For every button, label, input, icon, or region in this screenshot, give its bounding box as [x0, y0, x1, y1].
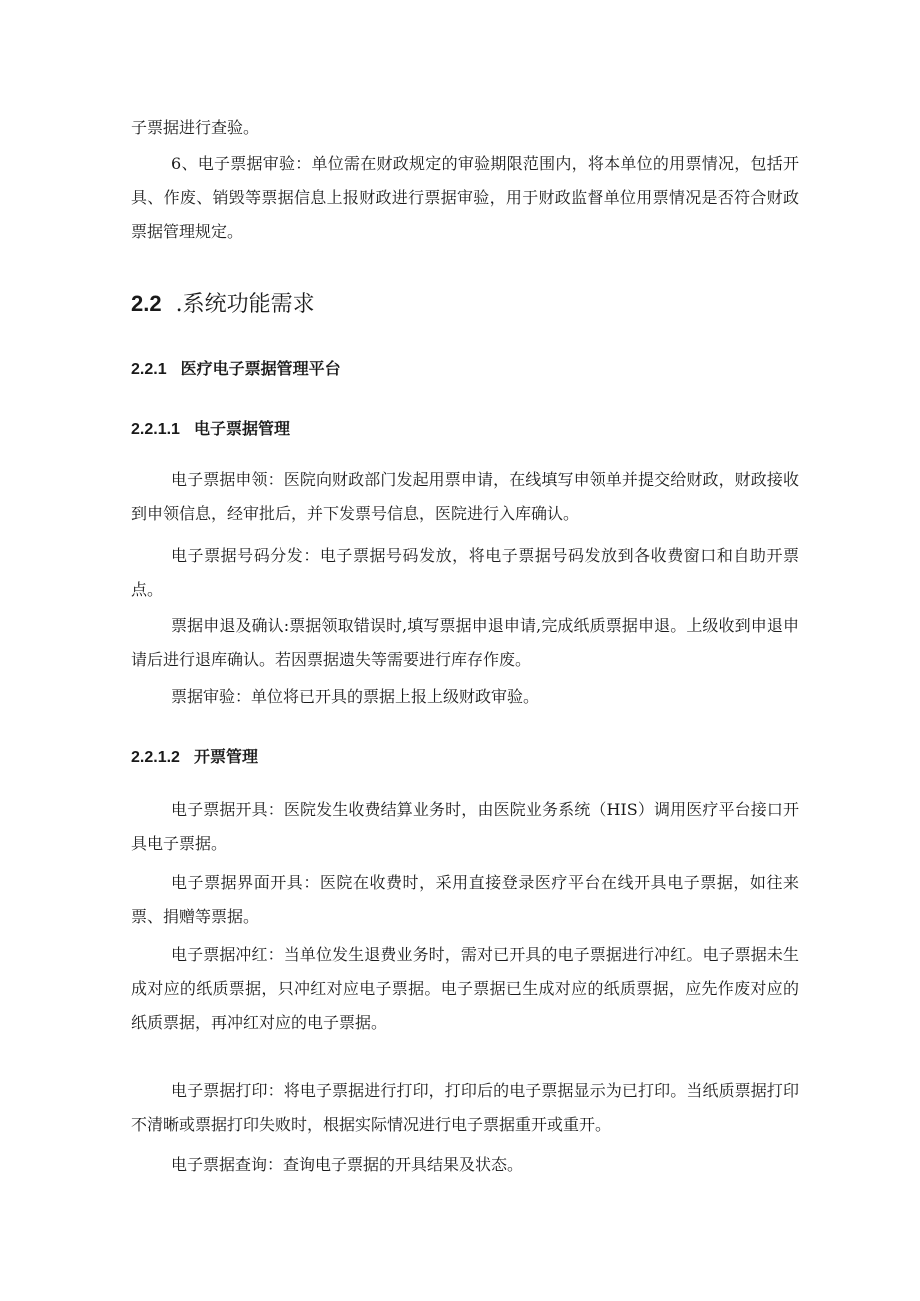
section-title: 医疗电子票据管理平台	[180, 361, 341, 378]
paragraph-issue: 电子票据开具：医院发生收费结算业务时，由医院业务系统（HIS）调用医疗平台接口开具电子票据。	[131, 800, 799, 853]
section-heading-2-2-1	[131, 357, 341, 383]
section-heading-2-2-1-2	[131, 745, 258, 771]
paragraph-query: 电子票据查询：查询电子票据的开具结果及状态。	[171, 1155, 524, 1174]
paragraph-continuation: 子票据进行查验。	[131, 118, 260, 137]
paragraph-ui-issue: 电子票据界面开具：医院在收费时，采用直接登录医疗平台在线开具电子票据，如往来票、捐赠等票据。	[131, 873, 799, 926]
section-number: 2.2.1.2	[131, 749, 180, 766]
section-heading-2-2-1-1	[131, 417, 290, 443]
paragraph-ticket-apply: 电子票据申领：医院向财政部门发起用票申请，在线填写申领单并提交给财政，财政接收到申领信息，经审批后，并下发票号信息，医院进行入库确认。	[131, 470, 799, 523]
section-title: 开票管理	[193, 749, 258, 766]
paragraph-ticket-audit: 6、电子票据审验：单位需在财政规定的审验期限范围内，将本单位的用票情况，包括开具、作废、销毁等票据信息上报财政进行票据审验，用于财政监督单位用票情况是否符合财政票据管理规定。	[131, 154, 799, 241]
section-title: 电子票据管理	[193, 421, 290, 438]
paragraph-return-confirm: 票据申退及确认:票据领取错误时,填写票据申退申请,完成纸质票据申退。上级收到申退申请后进行退库确认。若因票据遗失等需要进行库存作废。	[131, 616, 799, 669]
paragraph-reversal: 电子票据冲红：当单位发生退费业务时，需对已开具的电子票据进行冲红。电子票据未生成对应的纸质票据，只冲红对应电子票据。电子票据已生成对应的纸质票据，应先作废对应的纸质票据，再冲红对应的电子票据。	[131, 945, 799, 1032]
section-title: .系统功能需求	[175, 292, 315, 317]
section-heading-2-2	[131, 286, 315, 323]
section-number: 2.2	[131, 291, 162, 316]
section-number: 2.2.1	[131, 361, 167, 378]
paragraph-ticket-verify: 票据审验：单位将已开具的票据上报上级财政审验。	[171, 687, 540, 706]
section-number: 2.2.1.1	[131, 421, 180, 438]
paragraph-number-dispatch: 电子票据号码分发：电子票据号码发放，将电子票据号码发放到各收费窗口和自助开票点。	[131, 546, 799, 599]
paragraph-print: 电子票据打印：将电子票据进行打印，打印后的电子票据显示为已打印。当纸质票据打印不清晰或票据打印失败时，根据实际情况进行电子票据重开或重开。	[131, 1081, 799, 1134]
